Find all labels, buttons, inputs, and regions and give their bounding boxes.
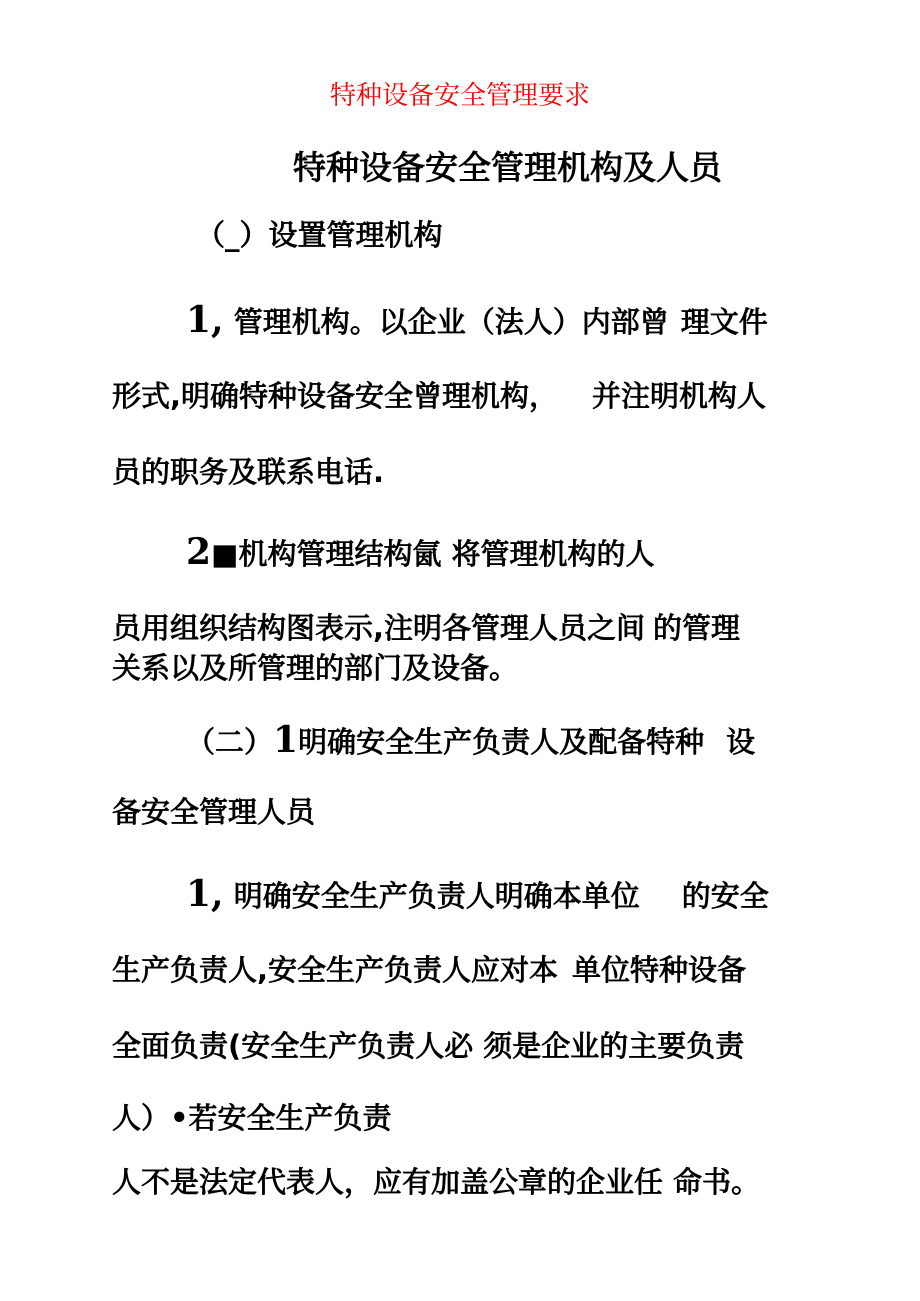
item2-line3: 关系以及所管理的部门及设备。 xyxy=(112,651,519,685)
item1-line1-text-b: 理文件 xyxy=(680,305,768,339)
item3-line3-text-a: 全面负责(安全生产负责人必 xyxy=(112,1029,474,1063)
item2-number: 2 xyxy=(186,531,212,573)
item3-line3-text-b: 须是企业的主要负责 xyxy=(483,1029,745,1063)
item1-line1-text-a: 管理机构。以企业（法人）内部曾 xyxy=(233,305,669,339)
item3-line1 xyxy=(186,874,769,916)
item2-line1 xyxy=(186,532,655,574)
subsection-heading-1: （_）设置管理机构 xyxy=(196,218,443,252)
section-title: 特种设备安全管理机构及人员 xyxy=(293,148,722,187)
item1-line1 xyxy=(186,300,768,342)
item3-line3 xyxy=(112,1026,744,1066)
subsection-heading-2-line1 xyxy=(186,720,755,762)
item1-line2 xyxy=(112,376,766,416)
item2-line2 xyxy=(112,608,740,648)
subsection-2-text-a: 明确安全生产负责人及配备特种 xyxy=(298,725,705,759)
subsection-2-number: 1 xyxy=(273,719,299,761)
item3-number: 1, xyxy=(186,873,224,915)
item2-line2-text-a: 员用组织结构图表示,注明各管理人员之间 xyxy=(112,611,646,645)
item1-line2-text-a: 形式,明确特种设备安全曾理机构， xyxy=(112,379,559,413)
item3-line2 xyxy=(112,950,746,990)
item3-line1-text-b: 的安全 xyxy=(681,879,769,913)
item2-line1-text-b: 将管理机构的人 xyxy=(451,537,655,571)
item1-number: 1, xyxy=(186,299,224,341)
document-title: 特种设备安全管理要求 xyxy=(329,81,590,111)
item3-line4: 人）•若安全生产负责 xyxy=(112,1101,392,1135)
item3-line2-text-b: 单位特种设备 xyxy=(572,953,747,987)
item2-line2-text-b: 的管理 xyxy=(653,611,741,645)
item2-line1-text-a: 机构管理结构氤 xyxy=(238,537,442,571)
subsection-heading-2-line2: 备安全管理人员 xyxy=(112,795,316,829)
item1-line3: 员的职务及联系电话. xyxy=(112,455,385,489)
item3-line5 xyxy=(112,1162,760,1202)
item3-line5-text-a: 人不是法定代表人，应有加盖公章的企业任 xyxy=(112,1165,664,1199)
subsection-2-text-b: 设 xyxy=(726,725,756,759)
subsection-2-prefix: （二） xyxy=(186,725,274,759)
item3-line2-text-a: 生产负责人,安全生产负责人应对本 xyxy=(112,953,559,987)
item1-line2-text-b: 并注明机构人 xyxy=(592,379,767,413)
item3-line5-text-b: 命书。 xyxy=(673,1165,761,1199)
item3-line1-text-a: 明确安全生产负责人明确本单位 xyxy=(233,879,640,913)
bullet-square-mark: ■ xyxy=(211,537,239,571)
